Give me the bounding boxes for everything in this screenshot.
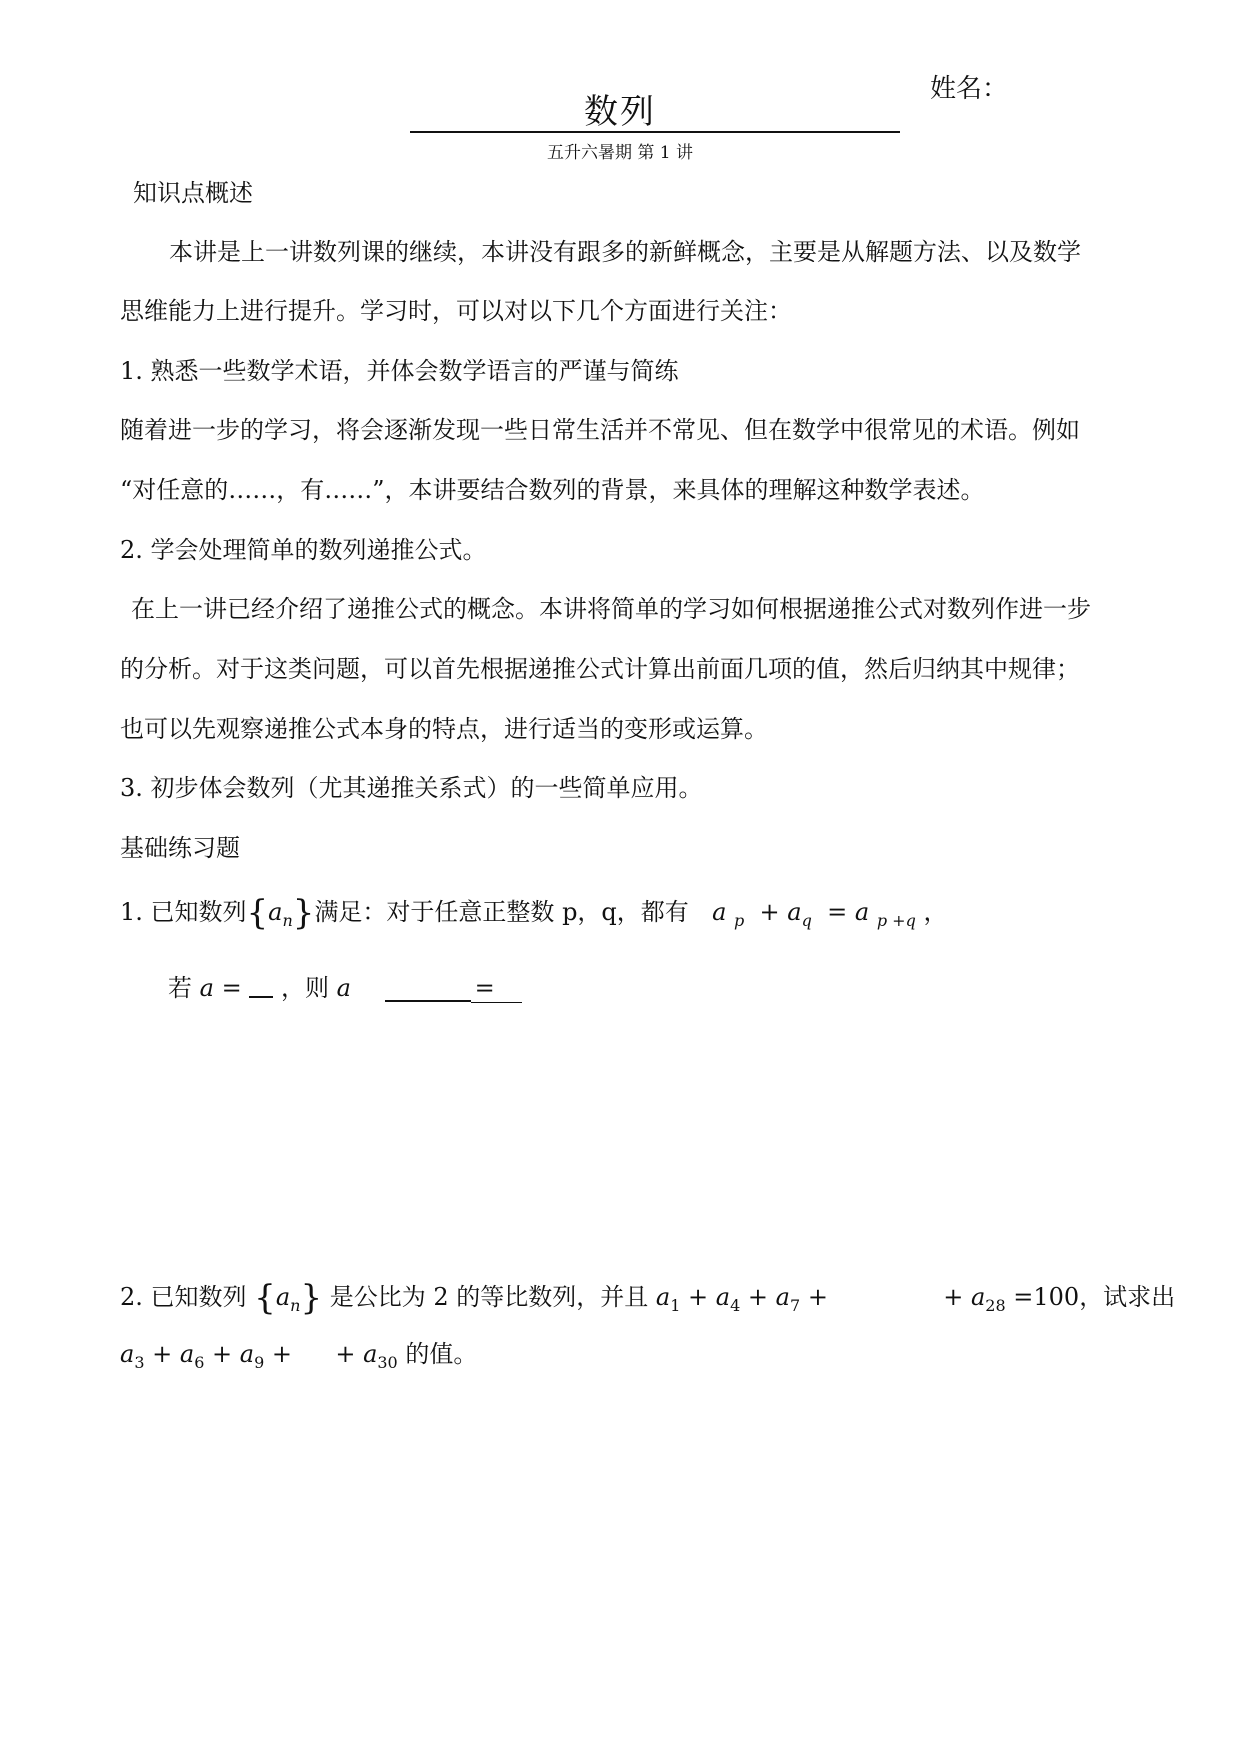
- q1-prefix: 1. 已知数列: [120, 898, 247, 926]
- point-1-line-1: 随着进一步的学习，将会逐渐发现一些日常生活并不常见、但在数学中很常见的术语。例如: [120, 416, 1080, 444]
- q1-formula-a3: a: [854, 898, 870, 926]
- q2-l2-term2: a: [179, 1340, 195, 1368]
- q2-plus: +: [807, 1283, 828, 1311]
- title-underline: [410, 131, 900, 133]
- left-brace-icon: {: [246, 893, 269, 933]
- q1-formula-sub2: q: [801, 911, 812, 930]
- q2-l2-term3-sub: 9: [254, 1353, 265, 1372]
- q2-prefix: 2. 已知数列: [120, 1283, 247, 1311]
- q1-formula-sub3: p +q: [876, 911, 916, 930]
- point-1-title: 1. 熟悉一些数学术语，并体会数学语言的严谨与简练: [120, 357, 679, 385]
- q2-term3-sub: 7: [789, 1296, 801, 1315]
- question-2: [120, 1277, 1175, 1318]
- q2-term2-sub: 4: [730, 1296, 741, 1315]
- question-1: [120, 892, 947, 933]
- q2-l2-end: 的值。: [405, 1340, 478, 1368]
- q2-l2-term3: a: [239, 1340, 255, 1368]
- q2-seq-sub: n: [290, 1296, 301, 1315]
- q2-l2-plus: +: [152, 1340, 173, 1368]
- point-2-line-2: 的分析。对于这类问题，可以首先根据递推公式计算出前面几项的值，然后归纳其中规律；: [120, 655, 1080, 683]
- q1-formula-a1: a: [712, 898, 727, 926]
- q1-formula-eq: =: [827, 898, 848, 926]
- point-1-line-2: “对任意的……，有……”，本讲要结合数列的背景，来具体的理解这种数学表述。: [120, 476, 985, 504]
- right-brace-icon: }: [292, 893, 315, 933]
- q1-ruo: 若: [168, 974, 192, 1002]
- q2-l2-plus: +: [212, 1340, 233, 1368]
- question-2-line-2: [120, 1334, 477, 1372]
- q2-l2-term4: a: [363, 1340, 378, 1368]
- lesson-subtitle: 五升六暑期 第 1 讲: [546, 143, 694, 163]
- q2-l2-term4-sub: 30: [377, 1353, 398, 1372]
- q1-formula-a2: a: [787, 898, 802, 926]
- point-3-title: 3. 初步体会数列（尤其递推关系式）的一些简单应用。: [120, 774, 703, 802]
- q1-cond-eq: =: [221, 974, 242, 1002]
- question-1-condition: [168, 968, 522, 1003]
- q1-target-a: a: [336, 974, 351, 1002]
- q2-l2-term1: a: [120, 1340, 135, 1368]
- right-brace-icon: }: [300, 1278, 323, 1318]
- q2-l2-term1-sub: 3: [134, 1353, 145, 1372]
- q2-l2-plus: +: [335, 1340, 356, 1368]
- q2-plus: +: [747, 1283, 769, 1311]
- point-2-title: 2. 学会处理简单的数列递推公式。: [120, 536, 487, 564]
- name-label: 姓名：: [930, 74, 1009, 104]
- q1-answer-blank: =: [471, 974, 522, 1003]
- q2-term4-sub: 28: [985, 1296, 1006, 1315]
- point-2-line-3: 也可以先观察递推公式本身的特点，进行适当的变形或运算。: [120, 715, 768, 743]
- q1-blank-index: [385, 1000, 471, 1002]
- q2-plus: +: [688, 1283, 709, 1311]
- q2-middle: 是公比为 2 的等比数列，并且: [329, 1283, 649, 1311]
- overview-heading: 知识点概述: [133, 179, 253, 207]
- q1-seq-sub: n: [282, 911, 293, 930]
- point-2-line-1: 在上一讲已经介绍了递推公式的概念。本讲将简单的学习如何根据递推公式对数列作进一步: [131, 595, 1091, 623]
- exercises-heading: 基础练习题: [120, 834, 240, 862]
- q2-tail: ，试求出: [1079, 1283, 1176, 1311]
- q2-term3: a: [775, 1283, 790, 1311]
- q1-end: ，: [923, 898, 948, 926]
- q2-seq-var: a: [275, 1283, 291, 1311]
- q2-term2: a: [715, 1283, 731, 1311]
- q2-term1-sub: 1: [670, 1296, 681, 1315]
- q2-term4: a: [970, 1283, 986, 1311]
- q1-middle: 满足：对于任意正整数 p，q，都有: [314, 898, 689, 926]
- q1-cond-a: a: [199, 974, 214, 1002]
- intro-line-2: 思维能力上进行提升。学习时，可以对以下几个方面进行关注：: [120, 297, 792, 325]
- q1-formula-sub1: p: [734, 911, 745, 930]
- q1-formula-plus: +: [759, 898, 780, 926]
- q1-ze: ，则: [280, 974, 329, 1002]
- q2-l2-plus: +: [271, 1340, 293, 1368]
- q1-blank-value: [249, 996, 273, 998]
- page-title: 数列: [584, 92, 656, 132]
- q2-plus: +: [943, 1283, 964, 1311]
- intro-line-1: 本讲是上一讲数列课的继续，本讲没有跟多的新鲜概念，主要是从解题方法、以及数学: [169, 238, 1081, 266]
- q2-term1: a: [655, 1283, 671, 1311]
- left-brace-icon: {: [254, 1278, 276, 1318]
- q1-seq-var: a: [268, 898, 283, 926]
- q2-l2-term2-sub: 6: [194, 1353, 205, 1372]
- q2-eq-value: =100: [1013, 1283, 1080, 1311]
